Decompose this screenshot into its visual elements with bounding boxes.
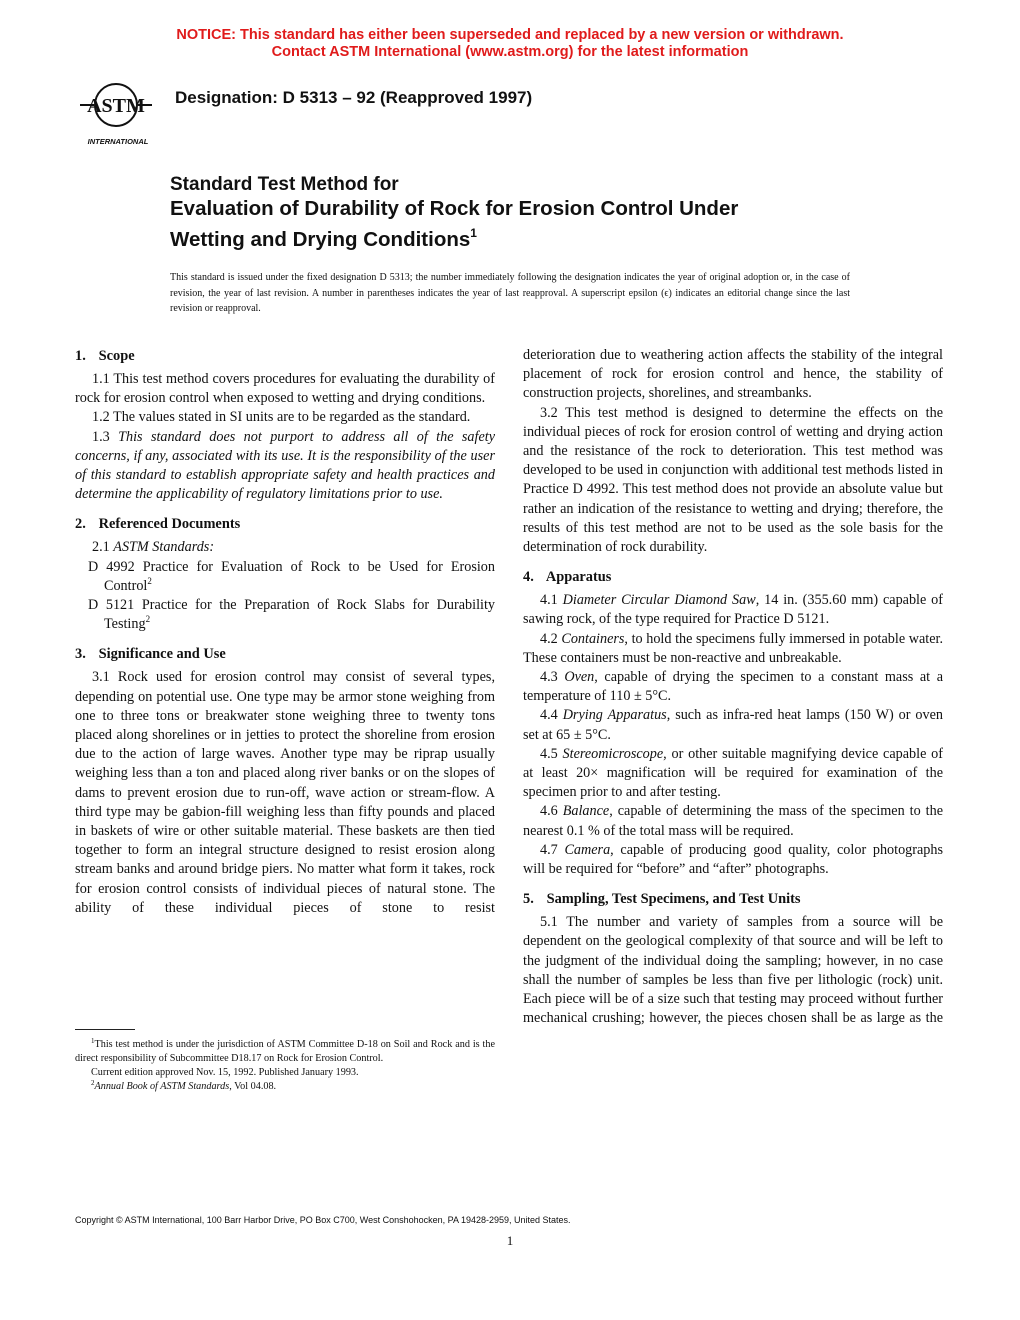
apparatus-text: , or other suitable magnifying device capable of at least 20× magnification will be required for examination of the specimen prior to and after testing.	[523, 745, 943, 801]
title-main	[170, 196, 870, 252]
para-1-2: 1.2 The values stated in SI units are to be regarded as the standard.	[92, 409, 471, 426]
footnote-1	[75, 1038, 495, 1066]
section-1-heading	[75, 346, 495, 366]
apparatus-term: Stereomicroscope	[562, 745, 664, 762]
copyright: Copyright © ASTM International, 100 Barr Harbor Drive, PO Box C700, West Conshohocken, PA 19428-2959, United States.	[75, 1215, 571, 1225]
apparatus-item	[523, 630, 943, 668]
section-2-number: 2.	[75, 516, 86, 533]
footnote-rule	[75, 1029, 135, 1030]
left-column	[75, 346, 495, 918]
reference-d5121	[75, 596, 495, 634]
title-kicker: Standard Test Method for	[170, 174, 399, 195]
para-1-3	[75, 428, 495, 505]
reference-d4992-sup: 2	[147, 575, 152, 586]
footnote-1-marker: 1	[91, 1037, 95, 1045]
footnote-2-italic: Annual Book of ASTM Standards	[94, 1081, 230, 1092]
section-3-number: 3.	[75, 646, 86, 663]
footnote-1-text: This test method is under the jurisdiction of ASTM Committee D-18 on Soil and Rock and is the direct responsibility of Subcommittee D18.17 on Rock for Erosion Control.	[75, 1039, 495, 1064]
apparatus-term: Containers	[561, 630, 625, 647]
apparatus-number: 4.7	[540, 841, 558, 858]
para-2-1	[75, 538, 495, 557]
para-1-3-text: This standard does not purport to address all of the safety concerns, if any, associated with its use. It is the responsibility of the user of this standard to establish appropriate safety and health practices and determine the applicability of regulatory limitations prior to use.	[75, 428, 495, 503]
title-block	[170, 174, 870, 252]
section-2-title: Referenced Documents	[98, 516, 241, 533]
apparatus-term: Camera	[564, 841, 611, 858]
title-line-2-text: Wetting and Drying Conditions	[170, 228, 471, 251]
notice-banner	[0, 27, 1020, 61]
section-5-number: 5.	[523, 891, 534, 908]
para-5-1: 5.1 The number and variety of samples from a source will be dependent on the geological complexity of that source and will be left to the judgment of the individual doing the sampling; however, in no case shall the number of samples be less than five per lithologic (rock) unit. Each piece will be of a size such that testing may proceed without further mechanical crushing; however, the pieces chosen shall be as large as the	[523, 914, 943, 1027]
apparatus-number: 4.4	[540, 707, 558, 724]
section-3-title: Significance and Use	[98, 646, 226, 663]
apparatus-item	[523, 668, 943, 706]
apparatus-item	[523, 802, 943, 840]
footnote-2-text: , Vol 04.08.	[229, 1081, 277, 1092]
title-line-1: Evaluation of Durability of Rock for Erosion Control Under	[170, 197, 739, 220]
reference-d4992-text: D 4992 Practice for Evaluation of Rock to be Used for Erosion Control	[88, 558, 495, 594]
section-3-heading	[75, 644, 495, 664]
apparatus-term: Oven	[564, 669, 595, 686]
right-column	[523, 346, 943, 1029]
logo-letters: ASTM	[87, 95, 145, 117]
footnote-1-edition: Current edition approved Nov. 15, 1992. Published January 1993.	[91, 1067, 359, 1078]
apparatus-term: Drying Apparatus	[562, 707, 667, 724]
designation: Designation: D 5313 – 92 (Reapproved 1997)	[175, 88, 533, 107]
apparatus-text: , 14 in. (355.60 mm) capable of sawing rock, of the type required for Practice D 5121.	[523, 592, 944, 628]
para-1-1: 1.1 This test method covers procedures for evaluating the durability of rock for erosion control when exposed to wetting and drying conditions.	[75, 371, 495, 407]
section-1-number: 1.	[75, 348, 86, 364]
apparatus-term: Balance	[562, 803, 610, 820]
apparatus-term: Diameter Circular Diamond Saw	[562, 592, 756, 609]
page-number: 1	[506, 1233, 514, 1248]
para-2-1-number: 2.1	[92, 539, 110, 556]
footnotes	[75, 1029, 495, 1094]
apparatus-number: 4.1	[540, 592, 558, 609]
title-footnote-ref: 1	[470, 226, 477, 240]
section-2-heading	[75, 514, 495, 534]
astm-logo	[70, 74, 162, 148]
para-3-1b: deterioration due to weathering action affects the stability of the integral placement of rock for erosion control and hence, the stability of construction projects, shorelines, and streambanks.	[523, 347, 943, 402]
apparatus-number: 4.3	[540, 669, 558, 686]
apparatus-item	[523, 706, 943, 744]
apparatus-number: 4.2	[540, 630, 558, 647]
reference-d4992	[75, 558, 495, 596]
apparatus-text: , to hold the specimens fully immersed in potable water. These containers must be non-reactive and unbreakable.	[523, 630, 944, 666]
footnote-2-marker: 2	[91, 1079, 95, 1087]
apparatus-text: , capable of determining the mass of the specimen to the nearest 0.1 % of the total mass will be required.	[523, 803, 944, 839]
section-1-title: Scope	[98, 348, 135, 364]
section-4-heading	[523, 567, 943, 587]
apparatus-item	[523, 745, 943, 803]
apparatus-item	[523, 591, 943, 629]
para-3-2: 3.2 This test method is designed to determine the effects on the individual pieces of rock for erosion control of wetting and drying action and the resistance of the rock to deterioration. This test method was developed to be used in conjunction with additional test methods listed in Practice D 4992. This test method does not provide an absolute value but rather an indication of the resistance to wetting and drying; therefore, the results of this test method are not to be used as the sole basis for the determination of rock durability.	[523, 404, 943, 556]
apparatus-number: 4.6	[540, 803, 558, 820]
reference-d5121-text: D 5121 Practice for the Preparation of Rock Slabs for Durability Testing	[88, 597, 495, 633]
footnote-2	[75, 1080, 495, 1094]
para-1-3-number: 1.3	[92, 428, 110, 445]
logo-caption: INTERNATIONAL	[87, 137, 149, 146]
para-2-1-text: ASTM Standards:	[113, 539, 215, 556]
apparatus-item	[523, 841, 943, 879]
apparatus-text: , capable of drying the specimen to a constant mass at a temperature of 110 ± 5°C.	[523, 669, 943, 705]
apparatus-text: , capable of producing good quality, color photographs will be required for “before” and “after” photographs.	[523, 841, 944, 878]
section-4-title: Apparatus	[545, 569, 612, 586]
title-line-2	[170, 221, 870, 252]
apparatus-text: , such as infra-red heat lamps (150 W) or oven set at 65 ± 5°C.	[523, 707, 944, 743]
apparatus-number: 4.5	[540, 745, 558, 762]
reference-d5121-sup: 2	[145, 614, 151, 625]
section-5-title: Sampling, Test Specimens, and Test Units	[546, 891, 801, 908]
section-4-number: 4.	[523, 569, 534, 586]
issue-note: This standard is issued under the fixed designation D 5313; the number immediately following the designation indicates the year of original adoption or, in the case of revision, the year of last revision. A number in parentheses indicates the year of last reapproval. A superscript epsilon (ϵ) indicates an editorial change since the last revision or reapproval.	[170, 272, 850, 314]
para-3-1a: 3.1 Rock used for erosion control may consist of several types, depending on potential use. One type may be armor stone weighing from one to three tons or breakwater stone weighing three to twenty tons placed along shorelines or in jetties to protect the shoreline from erosion due to the action of large waves. Another type may be riprap usually weighing less than a ton and placed along river banks or on the slopes of dams to prevent erosion due to run-off, wave action or stream-flow. A third type may be gabion-fill weighing less than fifty pounds and placed in baskets of wire or other suitable material. These baskets are then tied together to form an integral structure designed to resist erosion along stream banks and around bridge piers. No matter what form it takes, rock for erosion control consists of individual pieces of natural stone. The ability of these individual pieces of stone to resist	[75, 669, 495, 916]
notice-line-1: NOTICE: This standard has either been superseded and replaced by a new version or withdrawn.	[176, 27, 844, 43]
section-5-heading	[523, 889, 943, 909]
notice-line-2: Contact ASTM International (www.astm.org) for the latest information	[271, 44, 749, 60]
